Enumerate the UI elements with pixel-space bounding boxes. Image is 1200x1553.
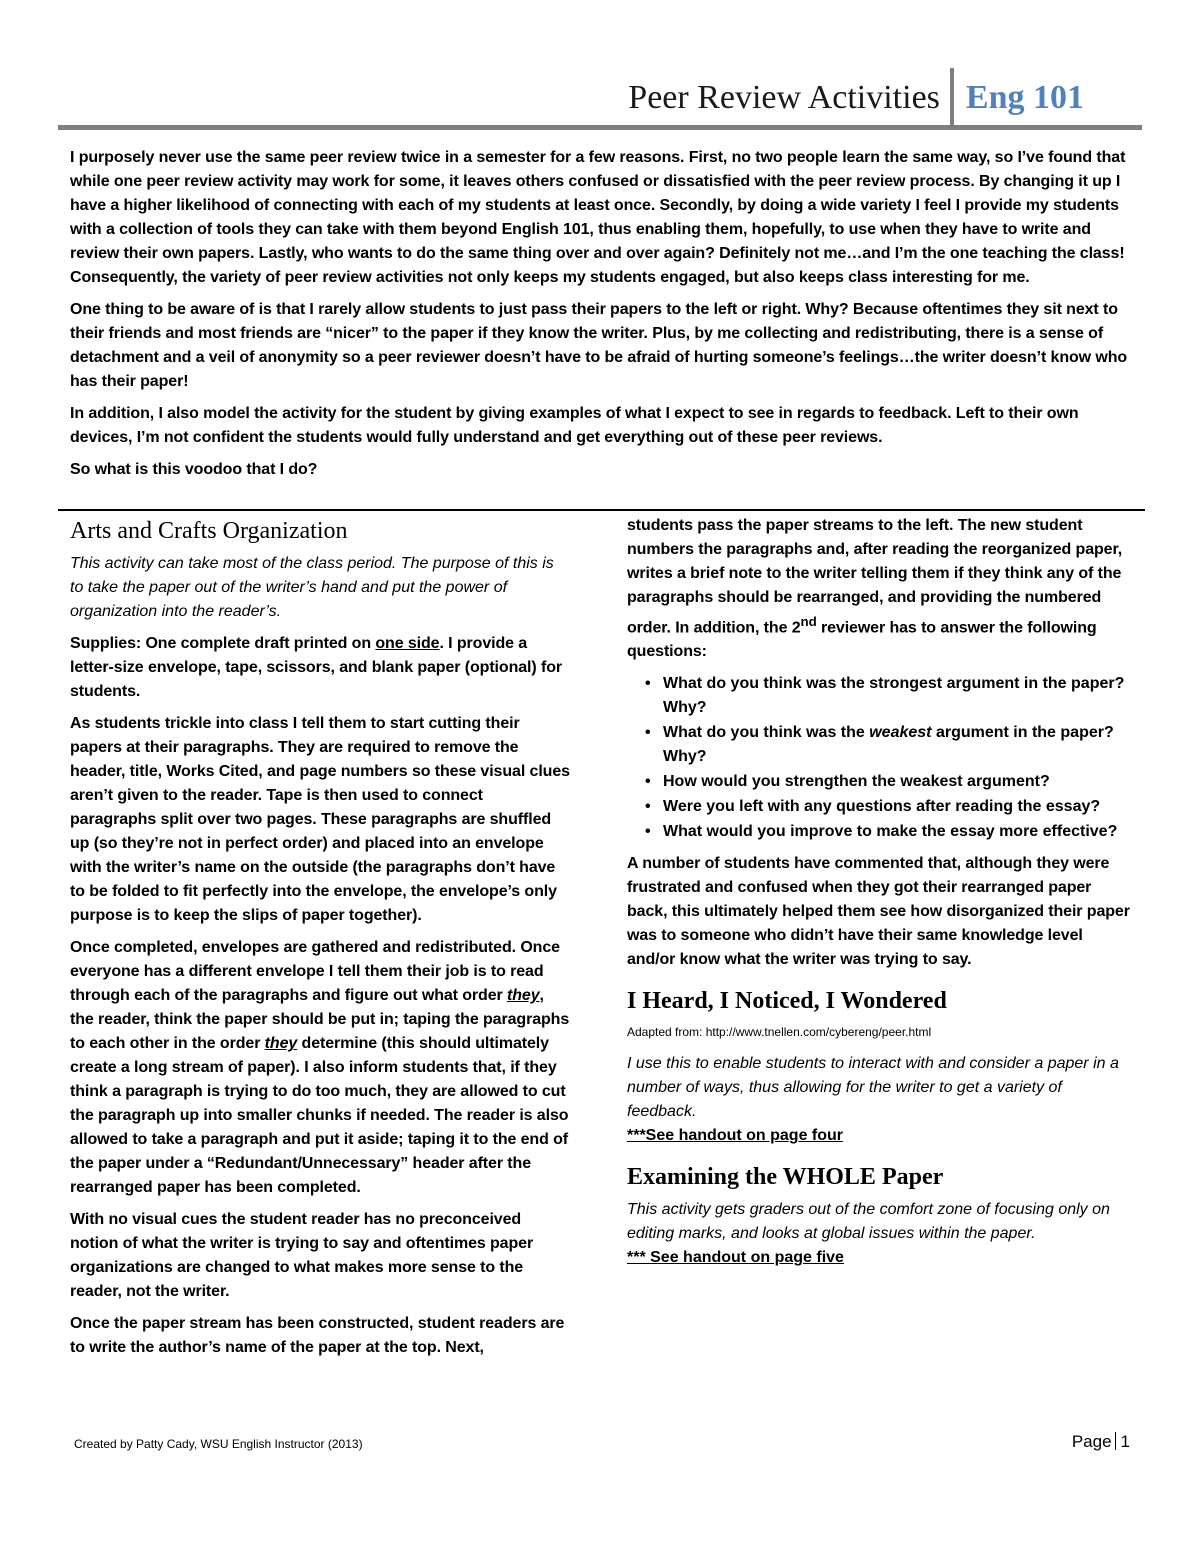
intro-section (70, 146, 1135, 490)
arts-title: Arts and Crafts Organization (70, 518, 348, 544)
footer-page: Page 1 (1071, 1432, 1130, 1451)
header-course: Eng 101 (965, 79, 1084, 116)
arts-paragraph: students pass the paper streams to the left. The new student numbers the paragraphs and, after reading the reorganized paper, writes a brief note to the writer telling them if they think any of the paragraphs should be rearranged, and providing the numbered order. In addition, the 2nd reviewer has to answer the following questions: (627, 517, 1123, 661)
whole-lead: This activity gets graders out of the comfort zone of focusing only on editing marks, and looks at global issues within the paper. (627, 1201, 1110, 1243)
footer-credit: Created by Patty Cady, WSU English Instructor (2013) (74, 1437, 363, 1451)
left-column (70, 514, 570, 1368)
list-item: • How would you strengthen the weakest argument? (645, 773, 1050, 791)
list-item: • What would you improve to make the essay more effective? (645, 823, 1118, 841)
arts-supplies: Supplies: One complete draft printed on one side. I provide a letter-size envelope, tape, scissors, and blank paper (optional) for students. (70, 635, 562, 700)
arts-paragraph: Once completed, envelopes are gathered and redistributed. Once everyone has a different envelope I tell them their job is to read through each of the paragraphs and figure out what order they, the reader, think the paper should be put in; taping the paragraphs to each other in the order they determine (this should ultimately create a long stream of paper). I also inform students that, if they think a paragraph is trying to do too much, they are allowed to cut the paragraph up into smaller chunks if needed. The reader is also allowed to take a paragraph and put it aside; taping it to the end of the paper under a “Redundant/Unnecessary” header after the rearranged paper has been completed. (70, 939, 570, 1196)
arts-paragraph: A number of students have commented that, although they were frustrated and confused when they got their rearranged paper back, this ultimately helped them see how disorganized their paper was to someone who didn’t have their same knowledge level and/or know what the writer was trying to say. (627, 855, 1130, 969)
section-divider (58, 509, 1145, 511)
arts-paragraph: With no visual cues the student reader has no preconceived notion of what the writer is trying to say and oftentimes paper organizations are changed to what makes more sense to the reader, not the writer. (70, 1211, 534, 1300)
heard-title: I Heard, I Noticed, I Wondered (627, 988, 947, 1015)
header-rule (58, 125, 1142, 130)
intro-paragraph: In addition, I also model the activity for the student by giving examples of what I expect to see in regards to feedback. Left to their own devices, I’m not confident the students would fully understand and get everything out of these peer reviews. (70, 405, 1079, 446)
intro-paragraph: I purposely never use the same peer review twice in a semester for a few reasons. First, no two people learn the same way, so I’ve found that while one peer review activity may work for some, it leaves others confused or dissatisfied with the peer review process. By changing it up I have a higher likelihood of connecting with each of my students at least once. Secondly, by doing a wide variety I feel I provide my students with a collection of tools they can take with them beyond English 101, thus enabling them, hopefully, to use when they have to write and review their own papers. Lastly, who wants to do the same thing over and over again? Definitely not me…and I’m the one teaching the class! Consequently, the variety of peer review activities not only keeps my students engaged, but also keeps class interesting for me. (70, 149, 1126, 286)
whole-title: Examining the WHOLE Paper (627, 1164, 944, 1191)
intro-paragraph: One thing to be aware of is that I rarely allow students to just pass their papers to the left or right. Why? Because oftentimes they sit next to their friends and most friends are “nicer” to the paper if they know the writer. Plus, by me collecting and redistributing, there is a sense of detachment and a veil of anonymity so a peer reviewer doesn’t have to be afraid of hurting someone’s feelings…the writer doesn’t know who has their paper! (70, 301, 1128, 390)
header-title: Peer Review Activities (628, 79, 940, 116)
list-item: • What do you think was the strongest argument in the paper? Why? (645, 675, 1125, 717)
whole-handout-link[interactable]: *** See handout on page five (627, 1249, 844, 1267)
list-item: • Were you left with any questions after reading the essay? (645, 798, 1101, 816)
arts-paragraph: As students trickle into class I tell them to start cutting their papers at their paragraphs. They are required to remove the header, title, Works Cited, and page numbers so these visual clues aren’t given to the reader. Tape is then used to connect paragraphs split over two pages. These paragraphs are shuffled up (so they’re not in perfect order) and placed into an envelope with the writer’s name on the outside (the paragraphs don’t have to be folded to fit perfectly into the envelope, the envelope’s only purpose is to keep the slips of paper together). (70, 715, 570, 924)
heard-lead: I use this to enable students to interact with and consider a paper in a number of ways, thus allowing for the writer to get a variety of feedback. (627, 1055, 1119, 1121)
question-list (627, 672, 1133, 844)
list-item: • What do you think was the weakest argument in the paper? Why? (645, 724, 1114, 766)
heard-handout-link[interactable]: ***See handout on page four (627, 1127, 844, 1145)
heard-adapted: Adapted from: http://www.tnellen.com/cybereng/peer.html (627, 1025, 932, 1040)
arts-paragraph: Once the paper stream has been constructed, student readers are to write the author’s name of the paper at the top. Next, (70, 1315, 565, 1356)
intro-paragraph: So what is this voodoo that I do? (70, 461, 318, 478)
right-column (627, 514, 1133, 1284)
page-header (628, 68, 1084, 128)
arts-lead: This activity can take most of the class period. The purpose of this is to take the paper out of the writer’s hand and put the power of organization into the reader’s. (70, 555, 554, 620)
